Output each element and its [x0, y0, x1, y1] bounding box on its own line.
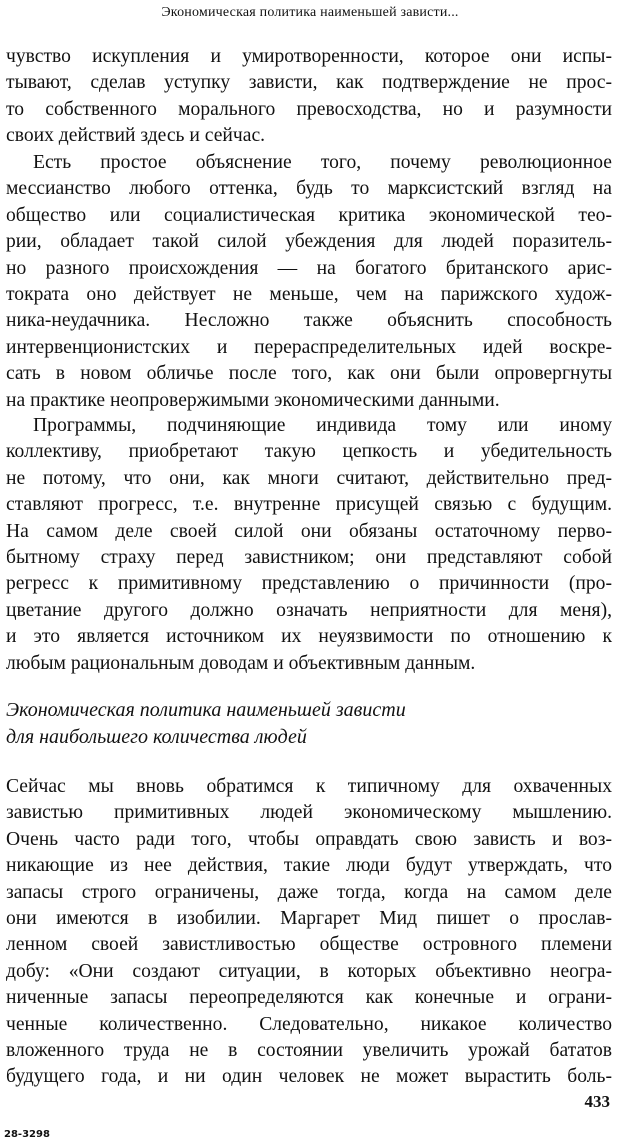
text-line: то собственного морального превосходства, но и разумности: [6, 98, 612, 120]
text-line: вложенного труда не в состоянии увеличить урожай бататов: [6, 1039, 612, 1061]
signature-mark: 28-3298: [4, 1129, 50, 1140]
text-line: ниченные запасы переопределяются как конечные и ограни-: [6, 987, 612, 1009]
text-line: на практике неопровержимыми экономическими данными.: [6, 389, 500, 411]
text-line: завистью примитивных людей экономическому мышлению.: [6, 802, 612, 824]
text-line: ника-неудачника. Несложно также объяснить способность: [6, 310, 612, 332]
text-line: На самом деле своей силой они обязаны остаточному перво-: [6, 520, 612, 542]
section-heading-line: Экономическая политика наименьшей зависти: [6, 699, 406, 721]
text-line: тывают, сделав уступку зависти, как подтверждение не прос-: [6, 72, 612, 94]
text-line: они имеются в изобилии. Маргарет Мид пишет о прослав-: [6, 907, 612, 929]
section-heading-line: для наибольшего количества людей: [6, 726, 307, 748]
running-head: Экономическая политика наименьшей зависти...: [161, 5, 459, 20]
text-line: Программы, подчиняющие индивида тому или иному: [33, 415, 612, 436]
text-line: цветание другого должно означать неприятности для меня),: [6, 599, 612, 621]
text-line: чувство искупления и умиротворенности, которое они испы-: [6, 46, 612, 67]
text-line: тократа оно действует не меньше, чем на парижского худож-: [6, 283, 612, 305]
text-line: и это является источником их неуязвимости по отношению к: [6, 626, 612, 648]
text-line: рии, обладает такой силой убеждения для людей поразитель-: [6, 231, 612, 253]
text-line: бытному страху перед завистником; они представляют собой: [6, 546, 612, 568]
text-line: но разного происхождения — на богатого британского арис-: [6, 257, 612, 279]
text-line: мессианство любого оттенка, будь то марксистский взгляд на: [6, 178, 612, 200]
section-heading: [6, 697, 612, 751]
paragraph-2: [6, 150, 612, 414]
text-line: ленном своей завистливостью обществе островного племени: [6, 934, 612, 956]
text-line: Сейчас мы вновь обратимся к типичному для охваченных: [6, 776, 612, 797]
text-line: запасы строго ограничены, даже тогда, когда на самом деле: [6, 881, 612, 903]
paragraph-1: [6, 44, 612, 150]
page-number: 433: [584, 1092, 610, 1111]
paragraph-3: [6, 413, 612, 677]
text-line: любым рациональным доводам и объективным данным.: [6, 652, 476, 674]
text-line: добу: «Они создают ситуации, в которых объективно неогра-: [6, 960, 612, 982]
text-line: регресс к примитивному представлению о причинности (про-: [6, 573, 612, 595]
text-line: ченные количественно. Следовательно, никакое количество: [6, 1013, 612, 1035]
text-line: общество или социалистическая критика экономической тео-: [6, 204, 612, 226]
text-line: Есть простое объяснение того, почему революционное: [33, 152, 612, 173]
text-line: коллективу, приобретают такую цепкость и убедительность: [6, 441, 612, 463]
text-line: интервенционистских и перераспределительных идей воскре-: [6, 336, 612, 358]
paragraph-4: [6, 774, 612, 1091]
text-line: своих действий здесь и сейчас.: [6, 125, 266, 147]
text-line: будущего года, и ни один человек не может вырастить боль-: [6, 1066, 612, 1088]
text-line: ставляют прогресс, т.е. внутренне присущей связью с будущим.: [6, 494, 612, 516]
text-line: Очень часто ради того, чтобы оправдать свою зависть и воз-: [6, 828, 612, 850]
text-line: не потому, что они, как многи считают, действительно пред-: [6, 467, 612, 489]
text-line: сать в новом обличье после того, как они были опровергнуты: [6, 363, 612, 385]
text-line: никающие из нее действия, такие люди будут утверждать, что: [6, 855, 612, 877]
